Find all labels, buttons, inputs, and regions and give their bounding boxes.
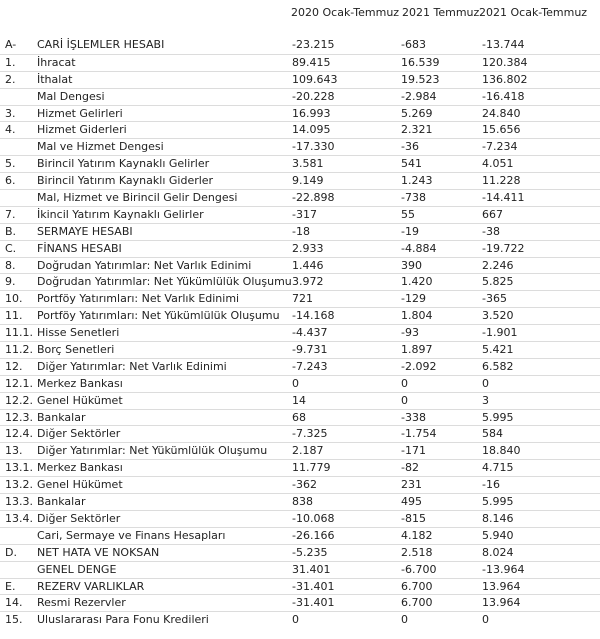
- value-2021-jul: -338: [401, 410, 426, 424]
- row-label: Mal, Hizmet ve Birincil Gelir Dengesi: [37, 191, 238, 205]
- row-code: 8.: [5, 258, 16, 272]
- value-2021-jan-jul: 11.228: [482, 174, 521, 188]
- value-2021-jan-jul: -7.234: [482, 140, 518, 154]
- table-row: [0, 189, 600, 206]
- row-label: Borç Senetleri: [37, 343, 115, 357]
- value-2021-jan-jul: -19.722: [482, 241, 525, 255]
- value-2021-jul: -6.700: [401, 562, 437, 576]
- row-code: 5.: [5, 157, 16, 171]
- row-code: 12.3.: [5, 410, 33, 424]
- table-row: [0, 459, 600, 476]
- value-2020-jan-jul: 89.415: [292, 55, 331, 69]
- table-row: [0, 594, 600, 611]
- row-code: 13.1.: [5, 461, 33, 475]
- value-2021-jan-jul: 13.964: [482, 596, 521, 610]
- value-2020-jan-jul: -7.325: [292, 427, 328, 441]
- row-code: C.: [5, 241, 17, 255]
- row-code: B.: [5, 224, 17, 238]
- value-2020-jan-jul: -10.068: [292, 511, 335, 525]
- row-label: GENEL DENGE: [37, 562, 117, 576]
- value-2020-jan-jul: -18: [292, 224, 310, 238]
- value-2021-jan-jul: 24.840: [482, 106, 521, 120]
- value-2020-jan-jul: -31.401: [292, 596, 335, 610]
- row-code: 10.: [5, 292, 23, 306]
- row-label: Hizmet Gelirleri: [37, 106, 123, 120]
- row-label: SERMAYE HESABI: [37, 224, 133, 238]
- table-row: [0, 257, 600, 274]
- row-label: Resmi Rezervler: [37, 596, 126, 610]
- row-code: 12.4.: [5, 427, 33, 441]
- value-2021-jul: -171: [401, 444, 426, 458]
- row-label: Merkez Bankası: [37, 376, 123, 390]
- table-row: [0, 71, 600, 88]
- row-label: REZERV VARLIKLAR: [37, 579, 145, 593]
- value-2021-jul: 4.182: [401, 528, 433, 542]
- row-label: NET HATA VE NOKSAN: [37, 545, 160, 559]
- value-2021-jul: 2.321: [401, 123, 433, 137]
- value-2021-jan-jul: 0: [482, 613, 489, 627]
- value-2021-jul: 390: [401, 258, 422, 272]
- value-2021-jan-jul: -16.418: [482, 89, 525, 103]
- row-code: E.: [5, 579, 16, 593]
- value-2021-jul: -683: [401, 38, 426, 51]
- row-label: Diğer Sektörler: [37, 511, 121, 525]
- row-code: 12.: [5, 359, 23, 373]
- row-code: 13.3.: [5, 495, 33, 509]
- value-2020-jan-jul: 1.446: [292, 258, 324, 272]
- value-2021-jan-jul: -13.964: [482, 562, 525, 576]
- row-code: 2.: [5, 72, 16, 86]
- table-row: [0, 155, 600, 172]
- value-2021-jan-jul: 6.582: [482, 359, 514, 373]
- row-label: Genel Hükümet: [37, 478, 123, 492]
- value-2020-jan-jul: -5.235: [292, 545, 328, 559]
- table-row: [0, 54, 600, 71]
- value-2021-jan-jul: -38: [482, 224, 500, 238]
- value-2021-jul: -93: [401, 326, 419, 340]
- value-2021-jul: 2.518: [401, 545, 433, 559]
- value-2021-jul: -129: [401, 292, 426, 306]
- value-2020-jan-jul: 14: [292, 393, 306, 407]
- value-2020-jan-jul: 11.779: [292, 461, 331, 475]
- row-label: Cari, Sermaye ve Finans Hesapları: [37, 528, 226, 542]
- value-2021-jul: 6.700: [401, 596, 433, 610]
- table-row: [0, 544, 600, 561]
- value-2020-jan-jul: 0: [292, 376, 299, 390]
- row-code: 11.2.: [5, 343, 33, 357]
- table-row: [0, 341, 600, 358]
- value-2021-jan-jul: 3.520: [482, 309, 514, 323]
- table-row: [0, 409, 600, 426]
- table-row: [0, 527, 600, 544]
- value-2021-jul: -19: [401, 224, 419, 238]
- value-2021-jan-jul: 5.995: [482, 495, 514, 509]
- row-code: 14.: [5, 596, 23, 610]
- column-header-2021-jan-jul: 2021 Ocak-Temmuz: [479, 6, 588, 19]
- table-row: [0, 375, 600, 392]
- value-2021-jan-jul: 0: [482, 376, 489, 390]
- value-2021-jul: 495: [401, 495, 422, 509]
- table-row: [0, 290, 600, 307]
- value-2021-jul: 6.700: [401, 579, 433, 593]
- value-2021-jul: 55: [401, 207, 415, 221]
- row-label: Genel Hükümet: [37, 393, 123, 407]
- row-code: 12.1.: [5, 376, 33, 390]
- row-label: CARİ İŞLEMLER HESABI: [37, 38, 165, 51]
- value-2021-jan-jul: -365: [482, 292, 507, 306]
- table-row: [0, 493, 600, 510]
- row-label: Birincil Yatırım Kaynaklı Giderler: [37, 174, 214, 188]
- table-row: [0, 88, 600, 105]
- table-row: [0, 611, 600, 628]
- value-2021-jan-jul: 667: [482, 207, 503, 221]
- row-code: 15.: [5, 613, 23, 627]
- table-row: [0, 324, 600, 341]
- value-2021-jan-jul: 8.024: [482, 545, 514, 559]
- row-code: 6.: [5, 174, 16, 188]
- row-label: Hizmet Giderleri: [37, 123, 127, 137]
- table-row: [0, 121, 600, 138]
- value-2021-jul: 1.243: [401, 174, 433, 188]
- table-row: [0, 442, 600, 459]
- value-2020-jan-jul: -4.437: [292, 326, 328, 340]
- value-2020-jan-jul: 109.643: [292, 72, 338, 86]
- value-2021-jan-jul: 8.146: [482, 511, 514, 525]
- value-2021-jul: 1.804: [401, 309, 433, 323]
- table-row: [0, 510, 600, 527]
- value-2021-jul: 16.539: [401, 55, 440, 69]
- row-label: Doğrudan Yatırımlar: Net Varlık Edinimi: [37, 258, 252, 272]
- row-label: İhracat: [37, 55, 76, 69]
- value-2021-jan-jul: 4.715: [482, 461, 514, 475]
- value-2021-jul: 19.523: [401, 72, 440, 86]
- row-code: D.: [5, 545, 17, 559]
- value-2021-jul: 0: [401, 613, 408, 627]
- row-code: 13.2.: [5, 478, 33, 492]
- table-row: [0, 138, 600, 155]
- value-2020-jan-jul: 68: [292, 410, 306, 424]
- row-label: FİNANS HESABI: [37, 241, 122, 255]
- row-label: Portföy Yatırımları: Net Varlık Edinimi: [37, 292, 240, 306]
- table-row: [0, 37, 600, 54]
- value-2020-jan-jul: 0: [292, 613, 299, 627]
- value-2021-jul: -2.092: [401, 359, 437, 373]
- value-2020-jan-jul: -26.166: [292, 528, 335, 542]
- table-row: [0, 307, 600, 324]
- row-code: A-: [5, 38, 17, 51]
- value-2021-jul: -4.884: [401, 241, 437, 255]
- row-label: Diğer Yatırımlar: Net Varlık Edinimi: [37, 359, 227, 373]
- table-row: [0, 172, 600, 189]
- value-2021-jul: 231: [401, 478, 422, 492]
- value-2021-jan-jul: -13.744: [482, 38, 525, 51]
- value-2021-jul: -82: [401, 461, 419, 475]
- row-label: Mal ve Hizmet Dengesi: [37, 140, 164, 154]
- value-2021-jul: 1.420: [401, 275, 433, 289]
- row-label: Merkez Bankası: [37, 461, 123, 475]
- value-2020-jan-jul: -20.228: [292, 89, 335, 103]
- row-label: Mal Dengesi: [37, 89, 105, 103]
- value-2021-jan-jul: 15.656: [482, 123, 521, 137]
- value-2020-jan-jul: -31.401: [292, 579, 335, 593]
- value-2020-jan-jul: -9.731: [292, 343, 328, 357]
- row-code: 4.: [5, 123, 16, 137]
- value-2021-jul: 541: [401, 157, 422, 171]
- value-2021-jul: -1.754: [401, 427, 437, 441]
- row-code: 13.: [5, 444, 23, 458]
- row-code: 9.: [5, 275, 16, 289]
- value-2021-jan-jul: 2.246: [482, 258, 514, 272]
- row-label: İkincil Yatırım Kaynaklı Gelirler: [37, 207, 204, 221]
- value-2021-jul: 0: [401, 376, 408, 390]
- table-row: [0, 273, 600, 290]
- value-2021-jan-jul: 13.964: [482, 579, 521, 593]
- value-2020-jan-jul: -17.330: [292, 140, 335, 154]
- row-label: Bankalar: [37, 410, 86, 424]
- value-2020-jan-jul: 3.581: [292, 157, 324, 171]
- row-label: Hisse Senetleri: [37, 326, 120, 340]
- row-label: Diğer Yatırımlar: Net Yükümlülük Oluşumu: [37, 444, 268, 458]
- table-row: [0, 392, 600, 409]
- row-code: 7.: [5, 207, 16, 221]
- table-row: [0, 578, 600, 595]
- value-2021-jan-jul: 3: [482, 393, 489, 407]
- table-row: [0, 358, 600, 375]
- row-label: Birincil Yatırım Kaynaklı Gelirler: [37, 157, 210, 171]
- row-label: Diğer Sektörler: [37, 427, 121, 441]
- value-2021-jul: -36: [401, 140, 419, 154]
- value-2021-jan-jul: 584: [482, 427, 503, 441]
- table-row: [0, 240, 600, 257]
- table-row: [0, 561, 600, 578]
- value-2020-jan-jul: 838: [292, 495, 313, 509]
- column-header-2020-jan-jul: 2020 Ocak-Temmuz: [291, 6, 400, 19]
- value-2021-jan-jul: -14.411: [482, 191, 525, 205]
- value-2020-jan-jul: -317: [292, 207, 317, 221]
- value-2021-jan-jul: 5.940: [482, 528, 514, 542]
- value-2020-jan-jul: -362: [292, 478, 317, 492]
- value-2021-jul: -738: [401, 191, 426, 205]
- row-label: Portföy Yatırımları: Net Yükümlülük Oluşumu: [37, 309, 280, 323]
- value-2021-jan-jul: 120.384: [482, 55, 528, 69]
- value-2021-jan-jul: -1.901: [482, 326, 518, 340]
- value-2020-jan-jul: 721: [292, 292, 313, 306]
- value-2021-jul: 1.897: [401, 343, 433, 357]
- table-row: [0, 105, 600, 122]
- table-row: [0, 206, 600, 223]
- value-2020-jan-jul: -7.243: [292, 359, 328, 373]
- row-code: 12.2.: [5, 393, 33, 407]
- value-2021-jul: -815: [401, 511, 426, 525]
- value-2021-jan-jul: 5.825: [482, 275, 514, 289]
- value-2021-jul: 0: [401, 393, 408, 407]
- table-row: [0, 425, 600, 442]
- row-code: 11.1.: [5, 326, 33, 340]
- value-2021-jan-jul: 136.802: [482, 72, 528, 86]
- value-2020-jan-jul: -22.898: [292, 191, 335, 205]
- value-2021-jan-jul: 4.051: [482, 157, 514, 171]
- value-2021-jan-jul: -16: [482, 478, 500, 492]
- row-label: İthalat: [37, 72, 73, 86]
- row-label: Doğrudan Yatırımlar: Net Yükümlülük Oluşumu: [37, 275, 292, 289]
- row-code: 1.: [5, 55, 16, 69]
- value-2020-jan-jul: 9.149: [292, 174, 324, 188]
- column-header-2021-jul: 2021 Temmuz: [402, 6, 480, 19]
- value-2020-jan-jul: 31.401: [292, 562, 331, 576]
- table-row: [0, 223, 600, 240]
- value-2020-jan-jul: -14.168: [292, 309, 335, 323]
- row-label: Bankalar: [37, 495, 86, 509]
- value-2020-jan-jul: 3.972: [292, 275, 324, 289]
- value-2020-jan-jul: 2.187: [292, 444, 324, 458]
- value-2021-jul: -2.984: [401, 89, 437, 103]
- row-code: 13.4.: [5, 511, 33, 525]
- balance-of-payments-table: [0, 37, 600, 628]
- value-2021-jan-jul: 18.840: [482, 444, 521, 458]
- row-label: Uluslararası Para Fonu Kredileri: [37, 613, 209, 627]
- row-code: 3.: [5, 106, 16, 120]
- value-2020-jan-jul: -23.215: [292, 38, 335, 51]
- row-code: 11.: [5, 309, 23, 323]
- value-2021-jul: 5.269: [401, 106, 433, 120]
- value-2021-jan-jul: 5.421: [482, 343, 514, 357]
- value-2021-jan-jul: 5.995: [482, 410, 514, 424]
- value-2020-jan-jul: 14.095: [292, 123, 331, 137]
- value-2020-jan-jul: 16.993: [292, 106, 331, 120]
- value-2020-jan-jul: 2.933: [292, 241, 324, 255]
- table-row: [0, 476, 600, 493]
